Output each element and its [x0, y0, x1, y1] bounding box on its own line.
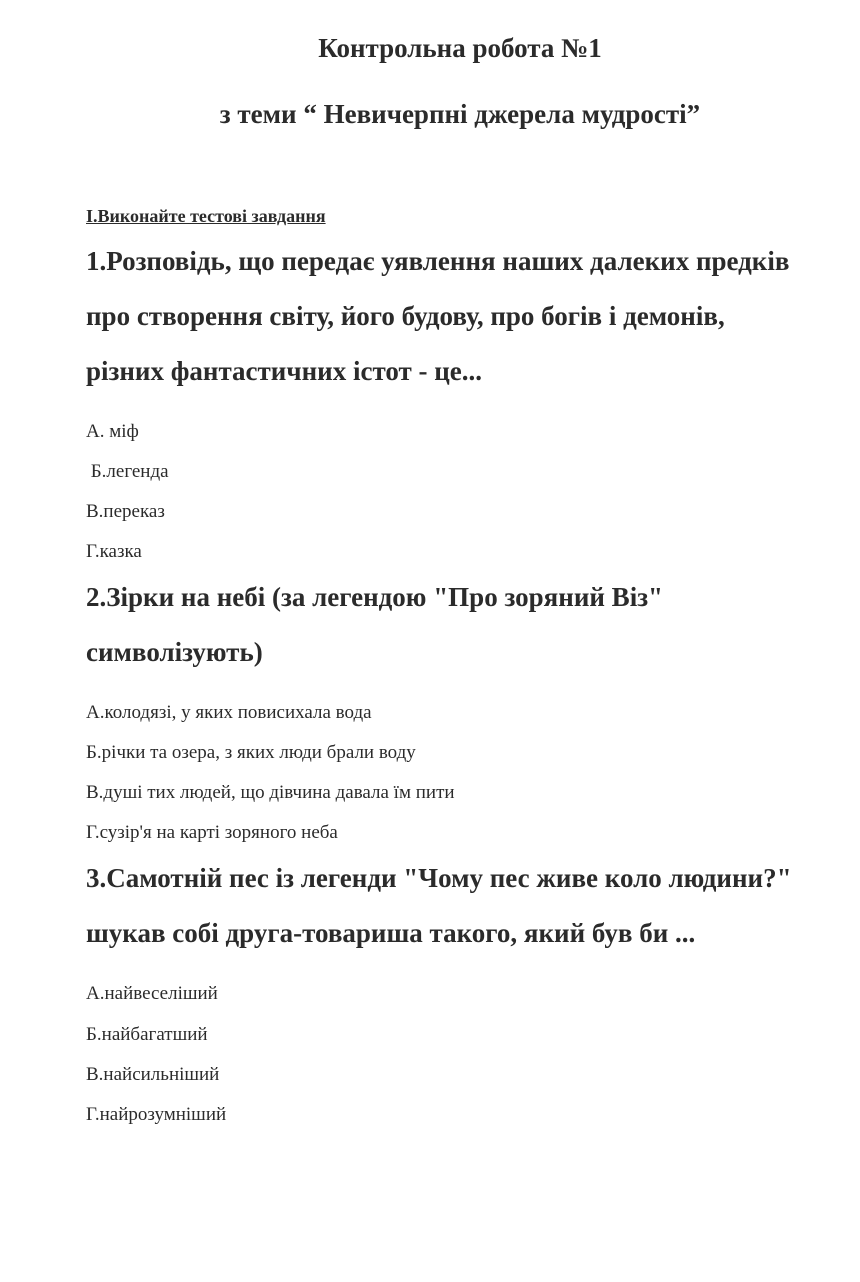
question-1-answer-d: Г.казка: [86, 541, 142, 562]
question-3-line-2: шукав собі друга-товариша такого, який був би ...: [86, 918, 696, 948]
question-3-answer-c: В.найсильніший: [86, 1064, 220, 1085]
question-3-answer-d: Г.найрозумніший: [86, 1104, 227, 1125]
question-1-line-3: різних фантастичних істот - це...: [86, 356, 483, 386]
question-3: [86, 851, 846, 961]
question-1-answer-a: А. міф: [86, 421, 139, 442]
document-subtitle: з теми “ Невичерпні джерела мудрості”: [219, 99, 701, 129]
question-1-answer-c: В.переказ: [86, 501, 165, 522]
question-2-answer-c: В.душі тих людей, що дівчина давала їм пити: [86, 782, 455, 803]
question-1-line-1: 1.Розповідь, що передає уявлення наших далеких предків: [86, 246, 790, 276]
section-heading: І.Виконайте тестові завдання: [86, 206, 326, 226]
question-3-answer-a: А.найвеселіший: [86, 983, 218, 1004]
question-2-answer-b: Б.річки та озера, з яких люди брали воду: [86, 742, 416, 763]
question-1-answer-b: Б.легенда: [86, 461, 169, 482]
question-3-line-1: 3.Самотній пес із легенди "Чому пес живе коло людини?": [86, 863, 792, 893]
question-1: [86, 234, 846, 399]
question-2-line-2: символізують): [86, 637, 263, 667]
question-2-answer-a: А.колодязі, у яких повисихала вода: [86, 702, 372, 723]
question-2: [86, 570, 846, 680]
question-2-answer-d: Г.сузір'я на карті зоряного неба: [86, 822, 338, 843]
question-3-answer-b: Б.найбагатший: [86, 1024, 208, 1045]
question-2-line-1: 2.Зірки на небі (за легендою "Про зоряний Віз": [86, 582, 664, 612]
document-title: Контрольна робота №1: [318, 33, 602, 63]
question-1-line-2: про створення світу, його будову, про богів і демонів,: [86, 301, 725, 331]
